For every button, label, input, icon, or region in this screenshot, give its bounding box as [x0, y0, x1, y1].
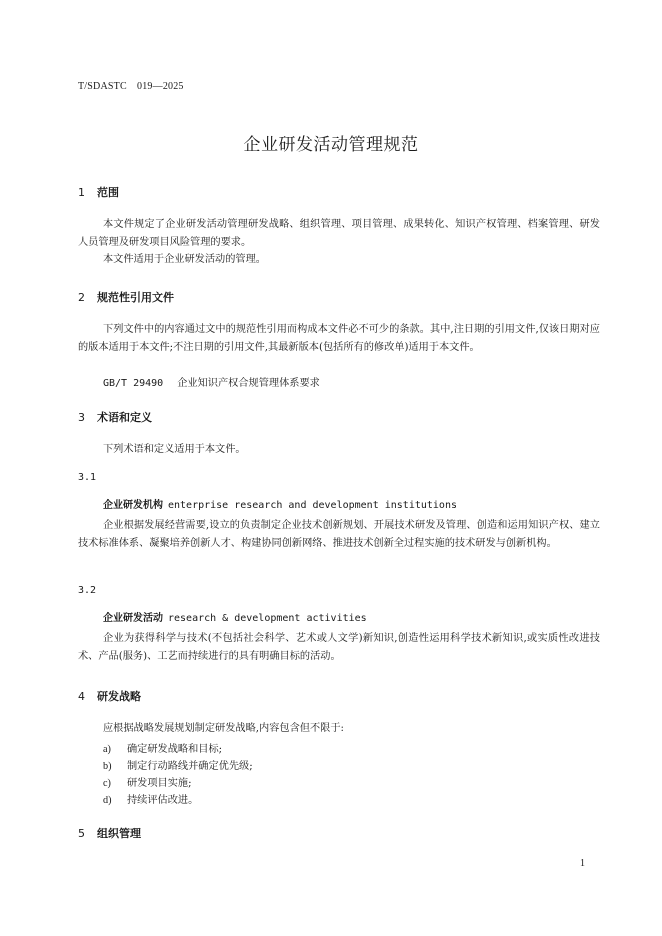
- section-1-paragraph-1: 本文件规定了企业研发活动管理研发战略、组织管理、项目管理、成果转化、知识产权管理、档案管理、研发人员管理及研发项目风险管理的要求。: [78, 219, 600, 248]
- list-text: 制定行动路线并确定优先级;: [127, 761, 253, 772]
- section-3-number: 3: [78, 411, 85, 424]
- section-5-heading: [78, 825, 141, 841]
- term-3-1-number: 3.1: [78, 472, 97, 483]
- document-title: 企业研发活动管理规范: [243, 135, 419, 155]
- list-marker: c): [103, 778, 111, 789]
- section-3-title: 术语和定义: [97, 411, 152, 424]
- list-item: [103, 757, 253, 772]
- term-3-2-chinese: 企业研发活动: [103, 613, 163, 624]
- list-marker: a): [103, 744, 111, 755]
- section-3-paragraph-1: 下列术语和定义适用于本文件。: [103, 444, 246, 455]
- section-3-heading: [78, 409, 152, 425]
- term-3-2-number: 3.2: [78, 585, 97, 596]
- section-1-heading: [78, 184, 119, 200]
- section-5-title: 组织管理: [97, 827, 141, 840]
- page-number: 1: [580, 858, 585, 869]
- normative-reference: [103, 374, 320, 389]
- term-3-1-english: enterprise research and development institutions: [168, 500, 457, 511]
- list-text: 持续评估改进。: [127, 795, 199, 806]
- section-5-number: 5: [78, 827, 85, 840]
- section-4-intro: 应根据战略发展规划制定研发战略,内容包含但不限于:: [103, 723, 344, 734]
- term-3-1-definition: 企业根据发展经营需要,设立的负责制定企业技术创新规划、开展技术研发及管理、创造和运用知识产权、建立技术标准体系、凝聚培养创新人才、构建协同创新网络、推进技术创新全过程实施的技术研发与创新机构。: [78, 520, 600, 549]
- list-item: [103, 791, 198, 806]
- list-text: 确定研发战略和目标;: [127, 744, 223, 755]
- section-1-title: 范围: [97, 186, 119, 199]
- term-3-2: [103, 609, 367, 624]
- list-text: 研发项目实施;: [127, 778, 192, 789]
- section-4-title: 研发战略: [97, 690, 141, 703]
- section-4-heading: [78, 688, 141, 704]
- reference-title: 企业知识产权合规管理体系要求: [177, 378, 320, 389]
- term-3-2-definition: 企业为获得科学与技术(不包括社会科学、艺术或人文学)新知识,创造性运用科学技术新知识,或实质性改进技术、产品(服务)、工艺而持续进行的具有明确目标的活动。: [78, 633, 600, 662]
- section-2-paragraph-1: 下列文件中的内容通过文中的规范性引用而构成本文件必不可少的条款。其中,注日期的引用文件,仅该日期对应的版本适用于本文件;不注日期的引用文件,其最新版本(包括所有的修改单)适用于本文件。: [78, 324, 600, 353]
- list-item: [103, 740, 222, 755]
- section-2-number: 2: [78, 291, 85, 304]
- list-item: [103, 774, 192, 789]
- term-3-1: [103, 496, 457, 511]
- section-4-number: 4: [78, 690, 85, 703]
- section-1-number: 1: [78, 186, 85, 199]
- section-2-heading: [78, 289, 174, 305]
- list-marker: d): [103, 795, 112, 806]
- list-marker: b): [103, 761, 112, 772]
- term-3-2-english: research & development activities: [168, 613, 367, 624]
- document-code: T/SDASTC 019—2025: [78, 81, 184, 92]
- reference-code: GB/T 29490: [103, 378, 164, 389]
- section-1-paragraph-2: 本文件适用于企业研发活动的管理。: [103, 254, 266, 265]
- term-3-1-chinese: 企业研发机构: [103, 500, 163, 511]
- section-2-title: 规范性引用文件: [97, 291, 174, 304]
